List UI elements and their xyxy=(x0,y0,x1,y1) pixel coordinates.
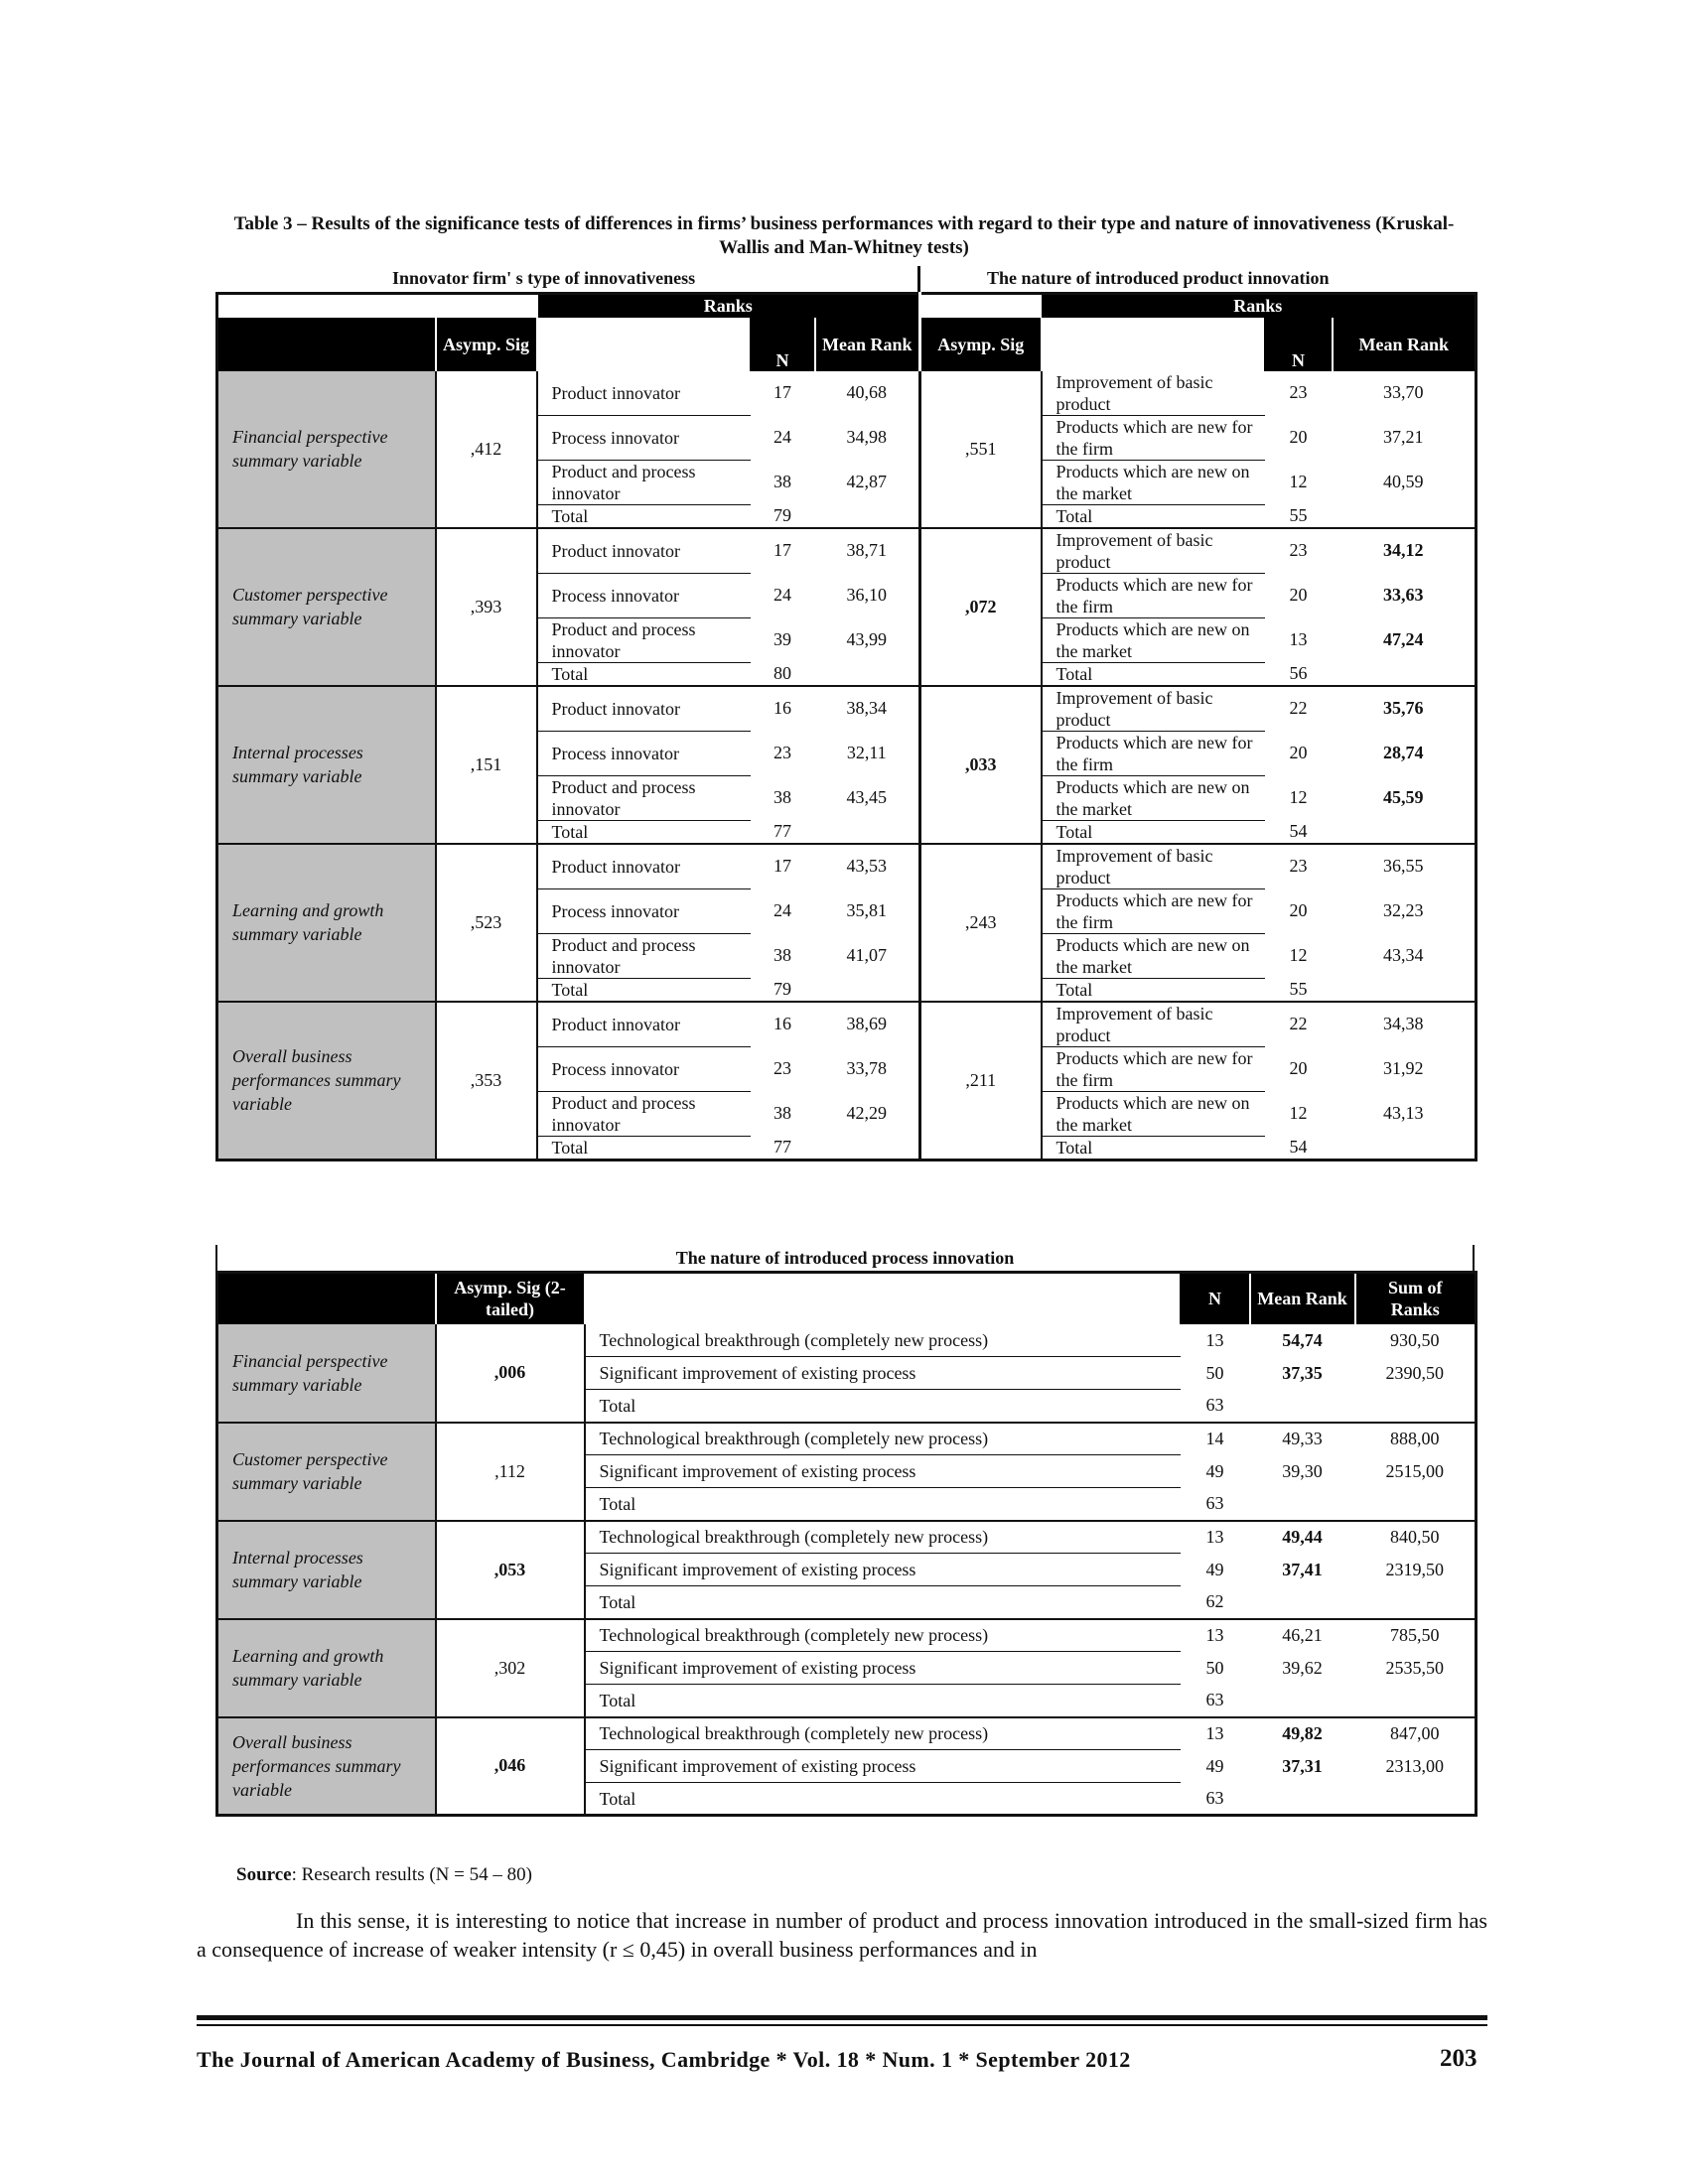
mean-rank: 37,35 xyxy=(1282,1362,1323,1383)
table-row xyxy=(217,1717,1477,1750)
mean-rank-left: 42,29 xyxy=(815,1091,920,1136)
asymp-sig-right: ,211 xyxy=(920,1002,1042,1160)
n-right: 23 xyxy=(1289,856,1308,877)
n-value: 62 xyxy=(1181,1586,1250,1619)
category-right: Products which are new for the firm xyxy=(1042,888,1265,933)
table1-section-headings xyxy=(215,266,1475,292)
row-label: Internal processes summary variable xyxy=(217,686,436,844)
mean-rank-left: 41,07 xyxy=(815,933,920,978)
mean-rank-left: 35,81 xyxy=(815,888,920,933)
page-number: 203 xyxy=(1440,2045,1477,2072)
n-value: 49 xyxy=(1205,1460,1224,1481)
mean-rank-right: 35,76 xyxy=(1383,698,1424,719)
category: Significant improvement of existing process xyxy=(585,1750,1181,1783)
category: Significant improvement of existing process xyxy=(585,1455,1181,1488)
table-row xyxy=(217,371,1477,416)
category-left: Process innovator xyxy=(537,1046,751,1091)
category-right: Products which are new on the market xyxy=(1042,775,1265,820)
mean-rank xyxy=(1250,1390,1355,1423)
category-right: Total xyxy=(1042,1136,1265,1160)
asymp-sig-2tailed: ,112 xyxy=(436,1423,585,1521)
n-left: 80 xyxy=(751,662,815,686)
category: Technological breakthrough (completely new process) xyxy=(585,1324,1181,1357)
n-right: 54 xyxy=(1265,1136,1333,1160)
n-right: 20 xyxy=(1289,1058,1308,1078)
mean-rank-left xyxy=(815,820,920,844)
n-left: 38 xyxy=(774,787,791,807)
asymp-sig-right: ,243 xyxy=(920,844,1042,1002)
n-header: N xyxy=(1181,1273,1250,1324)
mean-rank-right: 34,12 xyxy=(1383,540,1424,561)
mean-rank-right xyxy=(1333,978,1477,1002)
mean-rank-left: 43,99 xyxy=(815,617,920,662)
category-left: Process innovator xyxy=(537,888,751,933)
n-left: 17 xyxy=(774,856,791,877)
mean-rank-right: 43,13 xyxy=(1383,1103,1424,1123)
n-value: 50 xyxy=(1205,1362,1224,1383)
sum-of-ranks: 930,50 xyxy=(1390,1329,1440,1350)
category-left: Product innovator xyxy=(537,844,751,889)
table-row xyxy=(217,686,1477,732)
section-divider xyxy=(917,266,920,292)
sum-of-ranks: 2515,00 xyxy=(1385,1460,1444,1481)
sum-of-ranks xyxy=(1355,1783,1477,1816)
mean-rank-right xyxy=(1333,662,1477,686)
mean-rank-right xyxy=(1333,504,1477,528)
category: Significant improvement of existing process xyxy=(585,1357,1181,1390)
n-left: 23 xyxy=(774,743,791,762)
n-right: 20 xyxy=(1289,743,1308,762)
n-value: 49 xyxy=(1205,1559,1224,1579)
n-left: 16 xyxy=(774,698,791,719)
row-label: Financial perspective summary variable xyxy=(217,1324,436,1423)
n-left: 79 xyxy=(751,978,815,1002)
mean-rank-left xyxy=(815,978,920,1002)
mean-rank: 49,33 xyxy=(1282,1429,1323,1448)
category: Total xyxy=(585,1586,1181,1619)
category-left: Product and process innovator xyxy=(537,617,751,662)
table-caption: Table 3 – Results of the significance tests of differences in firms’ business performances with regard to their type and nature of innovativeness (Kruskal-Wallis and Man-Whitney tests) xyxy=(233,213,1455,258)
n-right: 54 xyxy=(1265,820,1333,844)
mean-rank-left: 42,87 xyxy=(815,460,920,504)
row-label: Internal processes summary variable xyxy=(217,1521,436,1619)
n-header-right: N xyxy=(1265,318,1333,371)
process-innovation-table xyxy=(215,1271,1477,1817)
asymp-sig-left: ,353 xyxy=(436,1002,537,1160)
sum-of-ranks: 840,50 xyxy=(1390,1527,1440,1547)
mean-rank-left: 38,71 xyxy=(815,528,920,574)
row-label: Overall business performances summary variable xyxy=(217,1717,436,1816)
category-left: Total xyxy=(537,1136,751,1160)
asymp-sig-header-left: Asymp. Sig xyxy=(436,318,537,371)
n-left: 24 xyxy=(774,900,791,920)
footer-rule-thin xyxy=(197,2024,1487,2026)
mean-rank: 49,44 xyxy=(1282,1527,1323,1547)
category-left: Product and process innovator xyxy=(537,460,751,504)
category-right: Improvement of basic product xyxy=(1042,1002,1265,1047)
asymp-sig-left: ,412 xyxy=(436,371,537,528)
mean-rank-left: 40,68 xyxy=(815,371,920,416)
category: Total xyxy=(585,1390,1181,1423)
mean-rank xyxy=(1250,1783,1355,1816)
row-label: Financial perspective summary variable xyxy=(217,371,436,528)
table-row xyxy=(217,844,1477,889)
mean-rank-right: 45,59 xyxy=(1383,787,1424,807)
mean-rank-right: 47,24 xyxy=(1383,629,1424,649)
n-right: 12 xyxy=(1289,472,1308,491)
mean-rank-right: 40,59 xyxy=(1383,472,1424,491)
left-section-heading: Innovator firm' s type of innovativeness xyxy=(392,268,696,288)
asymp-sig-left: ,151 xyxy=(436,686,537,844)
n-value: 13 xyxy=(1205,1625,1224,1645)
innovativeness-table xyxy=(215,292,1477,1161)
category: Significant improvement of existing process xyxy=(585,1554,1181,1586)
mean-rank-right: 34,38 xyxy=(1383,1014,1424,1034)
sum-of-ranks: 847,00 xyxy=(1390,1723,1440,1743)
mean-rank: 37,31 xyxy=(1282,1755,1323,1776)
ranks-header-left: Ranks xyxy=(537,294,920,318)
n-value: 14 xyxy=(1205,1429,1224,1448)
ranks-header-right: Ranks xyxy=(1042,294,1477,318)
row-label: Customer perspective summary variable xyxy=(217,528,436,686)
sum-of-ranks: 2535,50 xyxy=(1385,1657,1444,1678)
n-right: 20 xyxy=(1289,585,1308,605)
category-right: Products which are new on the market xyxy=(1042,1091,1265,1136)
mean-rank xyxy=(1250,1586,1355,1619)
n-value: 63 xyxy=(1181,1685,1250,1717)
asymp-sig-2tailed-header: Asymp. Sig (2-tailed) xyxy=(436,1273,585,1324)
sum-of-ranks xyxy=(1355,1488,1477,1521)
source-label: Source xyxy=(236,1864,292,1885)
mean-rank-left: 36,10 xyxy=(815,573,920,617)
sum-of-ranks: 2313,00 xyxy=(1385,1755,1444,1776)
sum-of-ranks: 888,00 xyxy=(1390,1429,1440,1448)
n-right: 20 xyxy=(1289,427,1308,447)
n-left: 24 xyxy=(774,427,791,447)
category-right: Improvement of basic product xyxy=(1042,528,1265,574)
category-right: Products which are new for the firm xyxy=(1042,573,1265,617)
n-left: 17 xyxy=(774,540,791,561)
category-left: Process innovator xyxy=(537,573,751,617)
category: Significant improvement of existing process xyxy=(585,1652,1181,1685)
category-right: Improvement of basic product xyxy=(1042,844,1265,889)
asymp-sig-2tailed: ,046 xyxy=(436,1717,585,1816)
n-value: 63 xyxy=(1181,1783,1250,1816)
category-right: Products which are new for the firm xyxy=(1042,415,1265,460)
n-left: 23 xyxy=(774,1058,791,1078)
mean-rank-right: 36,55 xyxy=(1383,856,1424,877)
mean-rank-right xyxy=(1333,1136,1477,1160)
mean-rank: 39,30 xyxy=(1282,1460,1323,1481)
table-row xyxy=(217,1619,1477,1652)
process-table-title: The nature of introduced process innovation xyxy=(215,1245,1475,1271)
category: Total xyxy=(585,1685,1181,1717)
n-value: 13 xyxy=(1205,1527,1224,1547)
category-left: Product innovator xyxy=(537,1002,751,1047)
mean-rank: 37,41 xyxy=(1282,1559,1323,1579)
sum-of-ranks xyxy=(1355,1685,1477,1717)
n-left: 79 xyxy=(751,504,815,528)
category-left: Total xyxy=(537,978,751,1002)
mean-rank: 49,82 xyxy=(1282,1723,1323,1743)
category: Technological breakthrough (completely new process) xyxy=(585,1717,1181,1750)
row-label: Customer perspective summary variable xyxy=(217,1423,436,1521)
asymp-sig-right: ,551 xyxy=(920,371,1042,528)
source-text: : Research results (N = 54 – 80) xyxy=(291,1864,532,1885)
mean-rank-right: 43,34 xyxy=(1383,945,1424,965)
category-right: Products which are new for the firm xyxy=(1042,1046,1265,1091)
n-left: 39 xyxy=(774,629,791,649)
category-right: Total xyxy=(1042,504,1265,528)
n-value: 13 xyxy=(1205,1723,1224,1743)
mean-rank-left xyxy=(815,504,920,528)
n-value: 63 xyxy=(1181,1390,1250,1423)
category-left: Process innovator xyxy=(537,415,751,460)
mean-rank-left xyxy=(815,1136,920,1160)
n-value: 63 xyxy=(1181,1488,1250,1521)
mean-rank-left: 38,34 xyxy=(815,686,920,732)
asymp-sig-left: ,523 xyxy=(436,844,537,1002)
n-left: 77 xyxy=(751,820,815,844)
process-innovation-table-body xyxy=(217,1324,1477,1816)
asymp-sig-2tailed: ,053 xyxy=(436,1521,585,1619)
mean-rank xyxy=(1250,1488,1355,1521)
category-right: Products which are new on the market xyxy=(1042,460,1265,504)
mean-rank-right: 33,63 xyxy=(1383,585,1424,605)
category-left: Process innovator xyxy=(537,731,751,775)
table-row xyxy=(217,1423,1477,1455)
n-value: 13 xyxy=(1205,1329,1224,1350)
mean-rank: 46,21 xyxy=(1282,1625,1323,1645)
n-right: 55 xyxy=(1265,978,1333,1002)
asymp-sig-2tailed: ,006 xyxy=(436,1324,585,1423)
asymp-sig-right: ,033 xyxy=(920,686,1042,844)
table-row xyxy=(217,528,1477,574)
n-left: 77 xyxy=(751,1136,815,1160)
category-right: Products which are new on the market xyxy=(1042,933,1265,978)
n-left: 38 xyxy=(774,945,791,965)
sum-of-ranks: 2319,50 xyxy=(1385,1559,1444,1579)
mean-rank-right: 28,74 xyxy=(1383,743,1424,762)
category-right: Total xyxy=(1042,820,1265,844)
asymp-sig-right: ,072 xyxy=(920,528,1042,686)
journal-footer: The Journal of American Academy of Business, Cambridge * Vol. 18 * Num. 1 * September 2012 xyxy=(197,2047,1131,2072)
n-right: 23 xyxy=(1289,382,1308,403)
category-right: Products which are new for the firm xyxy=(1042,731,1265,775)
mean-rank-right: 37,21 xyxy=(1383,427,1424,447)
category-left: Total xyxy=(537,662,751,686)
category-right: Improvement of basic product xyxy=(1042,371,1265,416)
asymp-sig-2tailed: ,302 xyxy=(436,1619,585,1717)
n-right: 56 xyxy=(1265,662,1333,686)
category-left: Product innovator xyxy=(537,371,751,416)
category: Total xyxy=(585,1488,1181,1521)
table-row xyxy=(217,1324,1477,1357)
mean-rank-left: 33,78 xyxy=(815,1046,920,1091)
mean-rank-left: 32,11 xyxy=(815,731,920,775)
mean-rank-right: 31,92 xyxy=(1383,1058,1424,1078)
sum-of-ranks xyxy=(1355,1390,1477,1423)
n-right: 22 xyxy=(1289,698,1308,719)
mean-rank-left: 43,53 xyxy=(815,844,920,889)
n-right: 22 xyxy=(1289,1014,1308,1034)
category-right: Total xyxy=(1042,662,1265,686)
footer-rule-thick xyxy=(197,2015,1487,2020)
mean-rank-left xyxy=(815,662,920,686)
category-right: Products which are new on the market xyxy=(1042,617,1265,662)
asymp-sig-left: ,393 xyxy=(436,528,537,686)
body-paragraph: In this sense, it is interesting to notice that increase in number of product and process innovation introduced in the small-sized firm has a consequence of increase of weaker intensity (r ≤ 0,45) in overall business performances and in xyxy=(197,1908,1487,1962)
table-row xyxy=(217,1002,1477,1047)
table-row xyxy=(217,1521,1477,1554)
sum-of-ranks: 2390,50 xyxy=(1385,1362,1444,1383)
mean-rank-header: Mean Rank xyxy=(1250,1273,1355,1324)
category-right: Improvement of basic product xyxy=(1042,686,1265,732)
n-left: 38 xyxy=(774,472,791,491)
innovativeness-table-body xyxy=(217,371,1477,1160)
n-left: 16 xyxy=(774,1014,791,1034)
category-left: Product innovator xyxy=(537,528,751,574)
n-right: 20 xyxy=(1289,900,1308,920)
category: Technological breakthrough (completely new process) xyxy=(585,1521,1181,1554)
n-right: 12 xyxy=(1289,945,1308,965)
row-label: Learning and growth summary variable xyxy=(217,1619,436,1717)
right-section-heading: The nature of introduced product innovation xyxy=(987,268,1330,288)
mean-rank-header-right: Mean Rank xyxy=(1333,318,1477,371)
mean-rank-right: 32,23 xyxy=(1383,900,1424,920)
row-label: Overall business performances summary variable xyxy=(217,1002,436,1160)
sum-of-ranks-header: Sum of Ranks xyxy=(1355,1273,1477,1324)
mean-rank-left: 34,98 xyxy=(815,415,920,460)
category: Technological breakthrough (completely new process) xyxy=(585,1619,1181,1652)
category-left: Product and process innovator xyxy=(537,933,751,978)
n-right: 23 xyxy=(1289,540,1308,561)
mean-rank-left: 43,45 xyxy=(815,775,920,820)
mean-rank xyxy=(1250,1685,1355,1717)
n-left: 17 xyxy=(774,382,791,403)
mean-rank-right: 33,70 xyxy=(1383,382,1424,403)
n-header-left: N xyxy=(751,318,815,371)
mean-rank-left: 38,69 xyxy=(815,1002,920,1047)
mean-rank: 54,74 xyxy=(1282,1329,1323,1350)
n-value: 49 xyxy=(1205,1755,1224,1776)
category: Technological breakthrough (completely new process) xyxy=(585,1423,1181,1455)
n-right: 12 xyxy=(1289,1103,1308,1123)
n-left: 24 xyxy=(774,585,791,605)
category-left: Product innovator xyxy=(537,686,751,732)
n-left: 38 xyxy=(774,1103,791,1123)
n-right: 12 xyxy=(1289,787,1308,807)
sum-of-ranks: 785,50 xyxy=(1390,1625,1440,1645)
sum-of-ranks xyxy=(1355,1586,1477,1619)
n-right: 55 xyxy=(1265,504,1333,528)
mean-rank-right xyxy=(1333,820,1477,844)
row-label: Learning and growth summary variable xyxy=(217,844,436,1002)
category-left: Product and process innovator xyxy=(537,775,751,820)
n-value: 50 xyxy=(1205,1657,1224,1678)
category-left: Product and process innovator xyxy=(537,1091,751,1136)
asymp-sig-header-right: Asymp. Sig xyxy=(920,318,1042,371)
mean-rank-header-left: Mean Rank xyxy=(815,318,920,371)
mean-rank: 39,62 xyxy=(1282,1657,1323,1678)
category-right: Total xyxy=(1042,978,1265,1002)
category-left: Total xyxy=(537,820,751,844)
source-note xyxy=(236,1864,532,1886)
category-left: Total xyxy=(537,504,751,528)
category: Total xyxy=(585,1783,1181,1816)
n-right: 13 xyxy=(1289,629,1308,649)
